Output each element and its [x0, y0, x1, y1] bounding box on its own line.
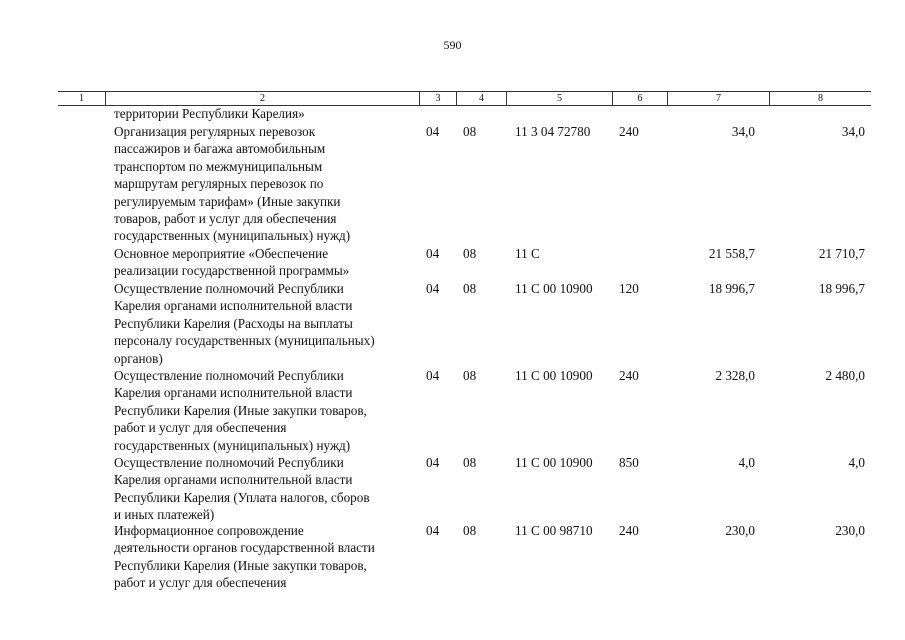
column-header-7: 7: [716, 93, 721, 104]
column-header-1: 1: [79, 93, 84, 104]
cell-amount-col8: 21 710,7: [818, 246, 865, 261]
column-header-4: 4: [479, 93, 484, 104]
cell-subsection: 08: [463, 523, 477, 538]
row-description: Основное мероприятие «Обеспечение реализации государственной программы»: [114, 246, 350, 279]
cell-amount-col7: 21 558,7: [708, 246, 755, 261]
row-description: Осуществление полномочий Республики Карелия органами исполнительной власти Республики Карелия (Расходы на выплаты персоналу государственных (муниципальных) органов): [114, 281, 375, 366]
cell-target-code: 11 С: [515, 246, 540, 261]
column-header-2: 2: [260, 93, 265, 104]
cell-amount-col7: 34,0: [731, 124, 755, 139]
cell-section: 04: [426, 281, 440, 296]
cell-expense-type: 240: [619, 523, 639, 538]
cell-amount-col7: 2 328,0: [715, 368, 755, 383]
cell-expense-type: 240: [619, 124, 639, 139]
cell-section: 04: [426, 246, 440, 261]
cell-expense-type: 240: [619, 368, 639, 383]
cell-subsection: 08: [463, 368, 477, 383]
cell-section: 04: [426, 523, 440, 538]
cell-target-code: 11 3 04 72780: [515, 124, 591, 139]
cell-amount-col8: 18 996,7: [818, 281, 865, 296]
cell-amount-col8: 34,0: [841, 124, 865, 139]
row-description: территории Республики Карелия»: [114, 106, 305, 121]
row-description: Информационное сопровождение деятельности органов государственной власти Республики Карелия (Иные закупки товаров, работ и услуг для обеспечения: [114, 523, 375, 591]
cell-section: 04: [426, 368, 440, 383]
row-description: Осуществление полномочий Республики Карелия органами исполнительной власти Республики Карелия (Иные закупки товаров, работ и услуг для обеспечения государственных (муниципальных) нужд): [114, 368, 367, 453]
row-description: Осуществление полномочий Республики Карелия органами исполнительной власти Республики Карелия (Уплата налогов, сборов и иных платежей): [114, 455, 370, 523]
cell-expense-type: 850: [619, 455, 639, 470]
cell-expense-type: 120: [619, 281, 639, 296]
cell-amount-col8: 230,0: [835, 523, 865, 538]
column-header-6: 6: [637, 93, 643, 104]
column-header-8: 8: [818, 93, 823, 104]
cell-subsection: 08: [463, 455, 477, 470]
cell-target-code: 11 С 00 10900: [515, 368, 593, 383]
cell-target-code: 11 С 00 98710: [515, 523, 593, 538]
cell-subsection: 08: [463, 281, 477, 296]
cell-section: 04: [426, 124, 440, 139]
cell-subsection: 08: [463, 246, 477, 261]
cell-amount-col7: 18 996,7: [708, 281, 755, 296]
column-header-3: 3: [435, 93, 441, 104]
cell-target-code: 11 С 00 10900: [515, 281, 593, 296]
cell-amount-col8: 2 480,0: [825, 368, 865, 383]
cell-amount-col8: 4,0: [848, 455, 865, 470]
cell-subsection: 08: [463, 124, 477, 139]
column-header-5: 5: [557, 93, 562, 104]
column-number-header: [58, 91, 871, 106]
cell-amount-col7: 230,0: [725, 523, 755, 538]
cell-amount-col7: 4,0: [738, 455, 755, 470]
cell-target-code: 11 С 00 10900: [515, 455, 593, 470]
row-description: Организация регулярных перевозок пассажиров и багажа автомобильным транспортом по межмуниципальным маршрутам регулярных перевозок по регулируемым тарифам» (Иные закупки товаров, работ и услуг для обеспечения государственных (муниципальных) нужд): [114, 124, 351, 244]
cell-section: 04: [426, 455, 440, 470]
page-number: 590: [443, 38, 462, 52]
